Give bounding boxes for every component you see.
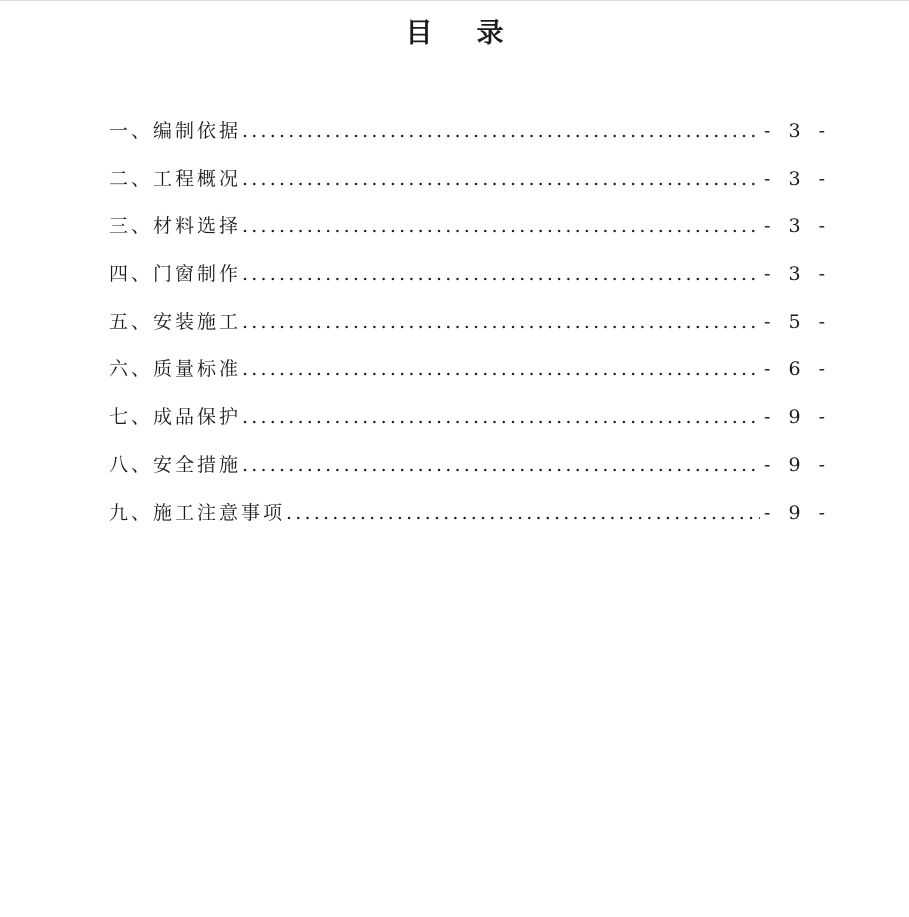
toc-leader-dots <box>242 257 760 291</box>
toc-leader-dots <box>242 162 760 196</box>
toc-leader-dots <box>242 209 760 243</box>
toc-entry-page: - 6 - <box>763 358 831 381</box>
toc-entry-4[interactable] <box>109 257 831 305</box>
toc-entry-page: - 5 - <box>763 310 831 333</box>
toc-leader-dots <box>242 305 760 339</box>
toc-entry-label: 七、成品保护 <box>109 406 242 429</box>
toc-entry-page: - 3 - <box>763 263 831 286</box>
toc-leader-dots <box>242 352 760 386</box>
toc-entry-page: - 9 - <box>763 406 831 429</box>
title-char-1: 目 <box>405 18 433 49</box>
toc-entry-5[interactable] <box>109 305 831 353</box>
toc-entry-page: - 3 - <box>763 120 831 142</box>
toc-entry-label: 九、施工注意事项 <box>109 501 286 524</box>
toc-entry-3[interactable] <box>109 209 831 257</box>
toc-entry-8[interactable] <box>109 448 831 496</box>
toc-entry-label: 二、工程概况 <box>109 167 242 190</box>
toc-entry-label: 三、材料选择 <box>109 215 242 238</box>
toc-entry-page: - 3 - <box>763 167 831 190</box>
toc-entry-label: 五、安装施工 <box>109 310 242 333</box>
toc-entry-9[interactable] <box>109 496 831 544</box>
toc-entry-page: - 9 - <box>763 501 831 524</box>
toc-entry-1[interactable] <box>109 114 831 162</box>
top-border-line <box>0 0 909 1</box>
table-of-contents <box>109 114 831 543</box>
page-title <box>0 14 909 54</box>
toc-entry-label: 八、安全措施 <box>109 453 242 476</box>
title-char-2: 录 <box>476 18 504 49</box>
toc-leader-dots <box>286 496 760 530</box>
toc-entry-2[interactable] <box>109 162 831 210</box>
toc-entry-label: 四、门窗制作 <box>109 263 242 286</box>
toc-entry-label: 一、编制依据 <box>109 120 242 142</box>
toc-entry-page: - 9 - <box>763 453 831 476</box>
toc-entry-6[interactable] <box>109 352 831 400</box>
toc-leader-dots <box>242 114 760 148</box>
toc-leader-dots <box>242 400 760 434</box>
toc-entry-page: - 3 - <box>763 215 831 238</box>
toc-leader-dots <box>242 448 760 482</box>
toc-entry-7[interactable] <box>109 400 831 448</box>
toc-entry-label: 六、质量标准 <box>109 358 242 381</box>
